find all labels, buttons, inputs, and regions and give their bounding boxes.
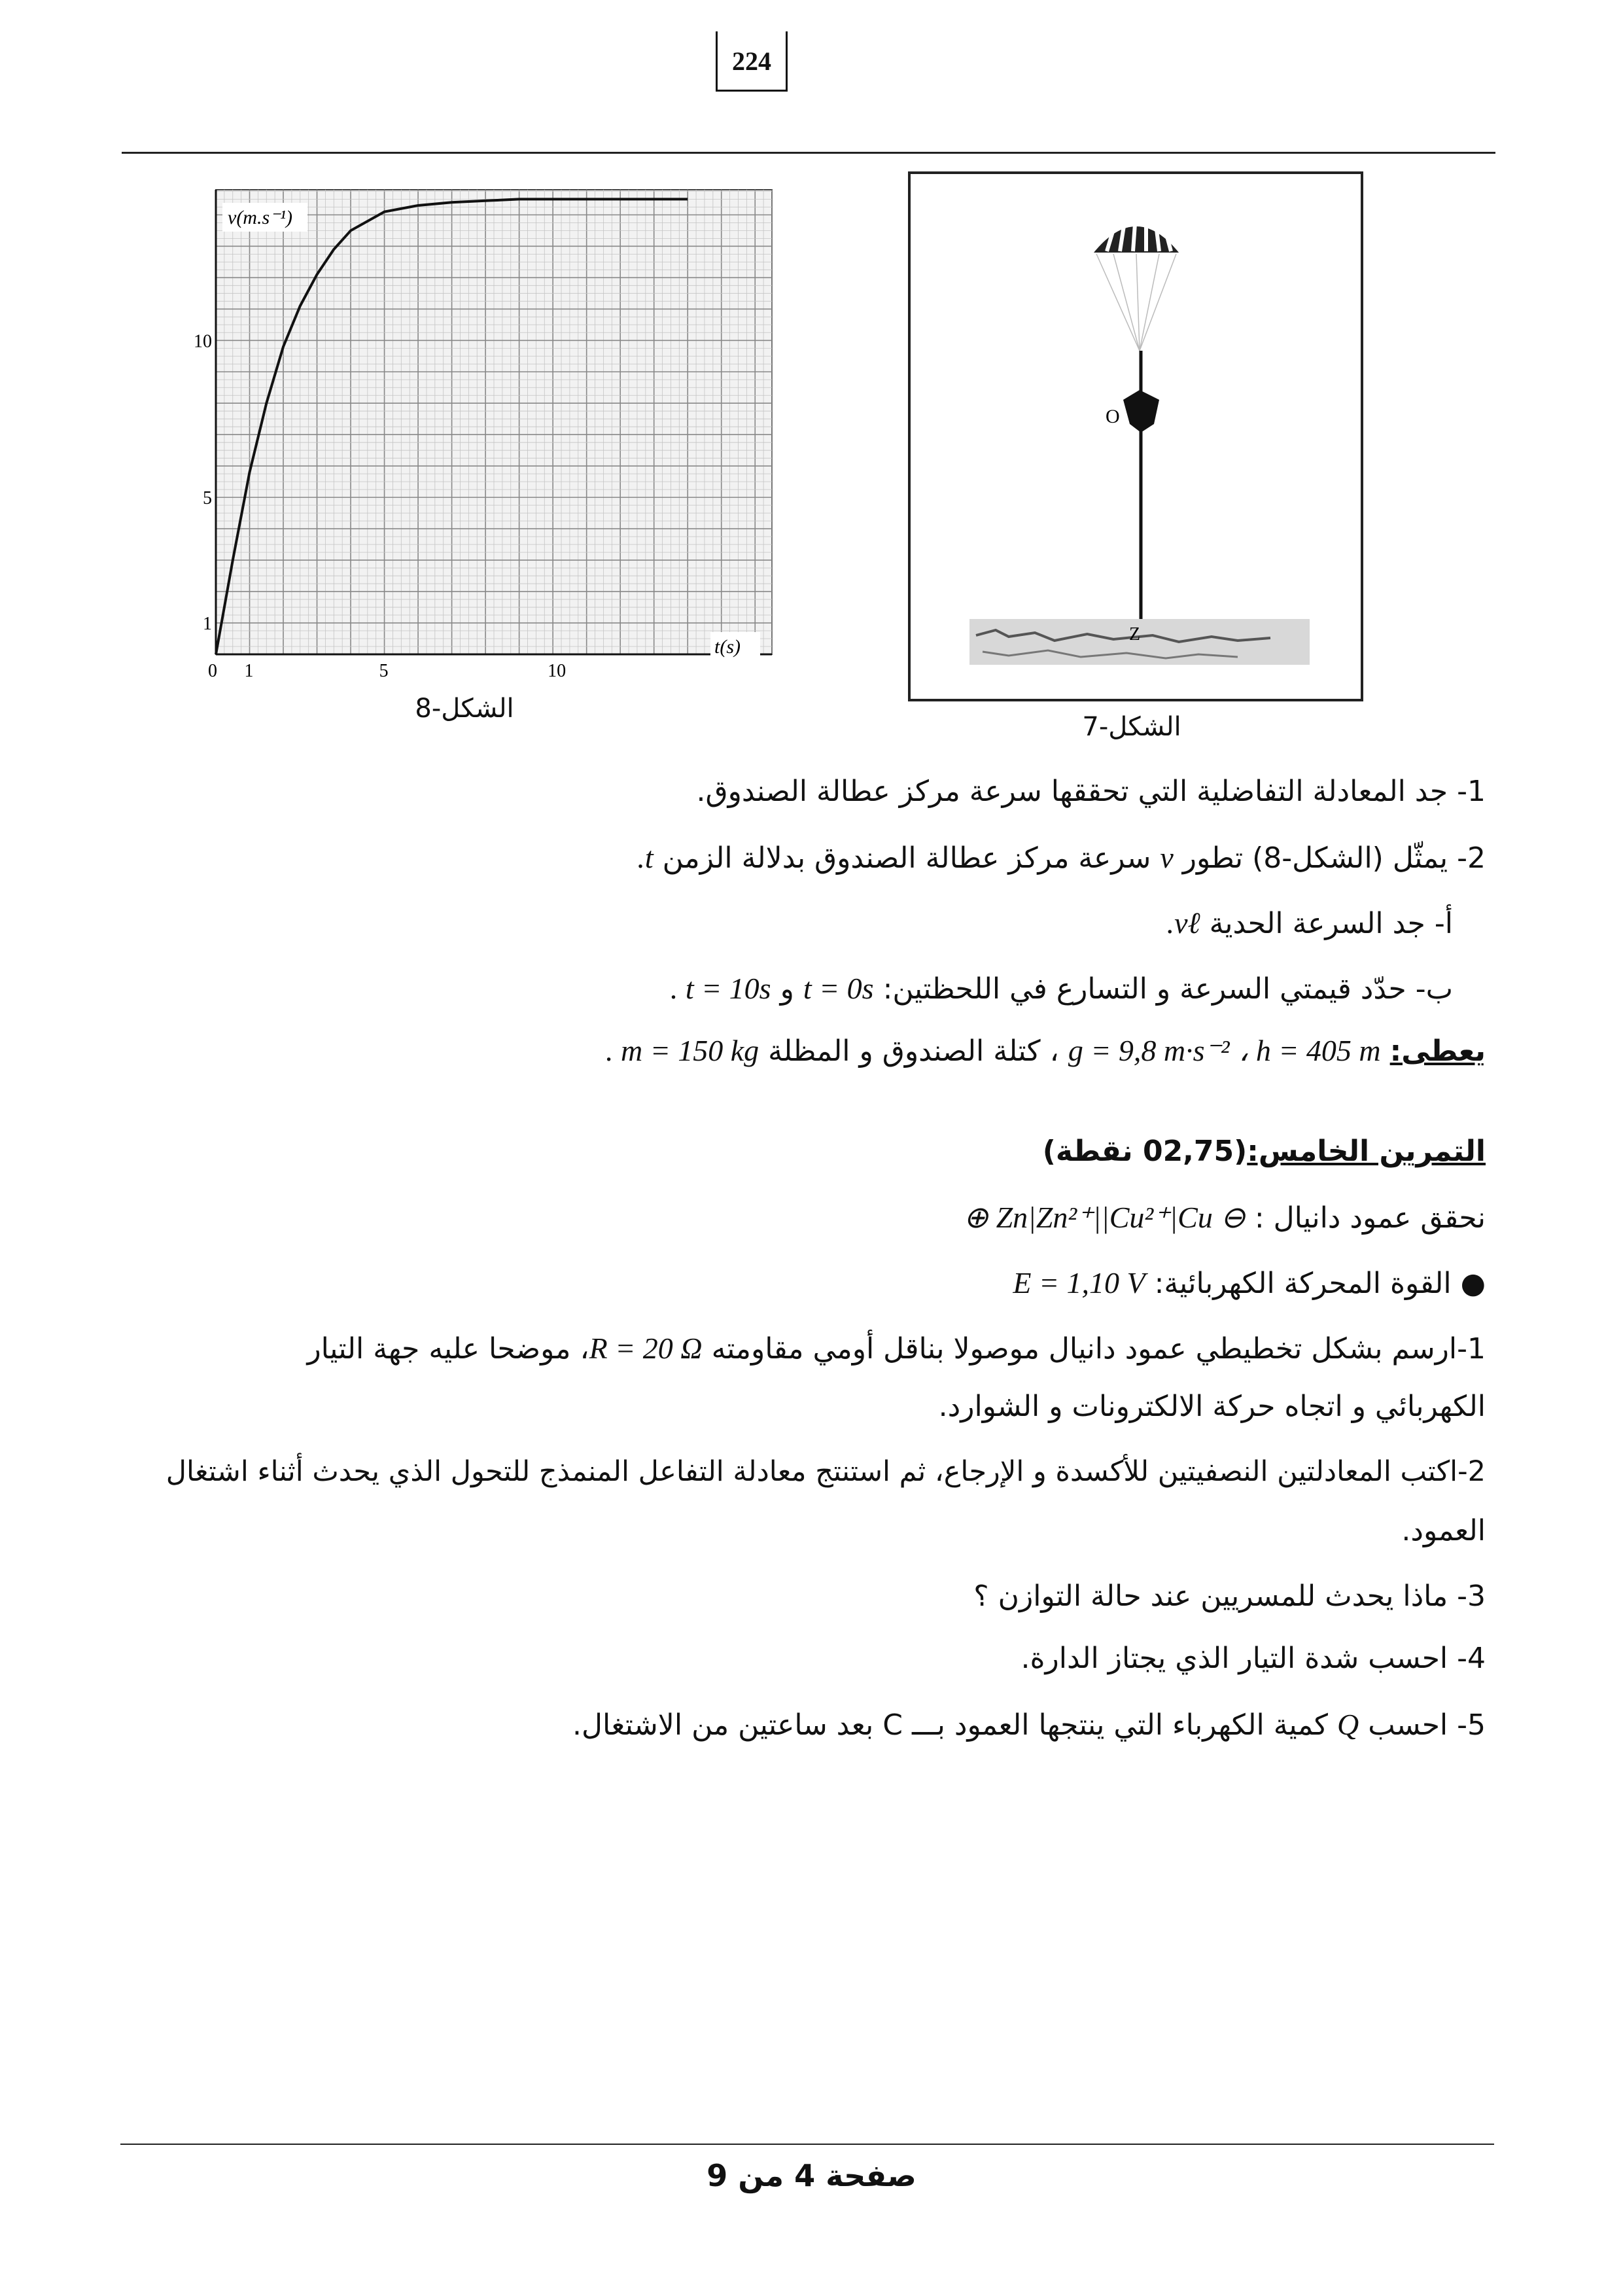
parachute-illustration bbox=[911, 174, 1361, 699]
ex5-question-4: 4- احسب شدة التيار الذي يجتاز الدارة. bbox=[1021, 1642, 1486, 1675]
ex5-q1-R: R = 20 Ω bbox=[589, 1332, 703, 1365]
ex5-q5-C: C bbox=[882, 1708, 903, 1742]
q2-text-a: يمثّل (الشكل-8) تطور bbox=[1182, 841, 1448, 875]
ex5-question-1-cont: الكهربائي و اتجاه حركة الالكترونات و الشوارد. bbox=[938, 1390, 1486, 1423]
ex5-intro bbox=[145, 1197, 1486, 1238]
qb-and: و bbox=[780, 972, 794, 1006]
x-tick-label: 1 bbox=[244, 661, 254, 681]
q2-math-t: t. bbox=[637, 841, 654, 874]
given-h: ، h = 405 m bbox=[1238, 1034, 1381, 1067]
header-divider bbox=[122, 152, 1495, 154]
emf-label: ● القوة المحركة الكهربائية: bbox=[1154, 1267, 1486, 1300]
ex4-given-data bbox=[145, 1031, 1486, 1071]
ex5-q5-b: كمية الكهرباء التي ينتجها العمود بـــ bbox=[911, 1708, 1329, 1742]
qb-number: ب- bbox=[1415, 972, 1453, 1006]
ex5-question-3: 3- ماذا يحدث للمسريين عند حالة التوازن ؟ bbox=[973, 1580, 1486, 1613]
given-text: ، كتلة الصندوق و المظلة bbox=[768, 1034, 1059, 1068]
ex5-points: (02,75 نقطة) bbox=[1042, 1135, 1248, 1168]
parachute-lines bbox=[1096, 254, 1176, 351]
footer-divider bbox=[120, 2144, 1494, 2145]
x-tick-label: 0 bbox=[208, 661, 217, 681]
ex5-emf bbox=[145, 1263, 1486, 1303]
x-tick-label: 5 bbox=[379, 661, 389, 681]
ex4-question-2b bbox=[145, 968, 1453, 1009]
given-label: يعطى: bbox=[1389, 1034, 1486, 1068]
x-axis-label-text: t(s) bbox=[714, 636, 741, 658]
ex5-question-5 bbox=[112, 1704, 1486, 1745]
ex5-question-1 bbox=[112, 1328, 1486, 1369]
fig8-velocity-chart bbox=[196, 177, 785, 700]
qa-number: أ- bbox=[1434, 907, 1453, 940]
qb-t10: t = 10s . bbox=[670, 972, 771, 1005]
ex5-intro-text: نحقق عمود دانيال : bbox=[1254, 1201, 1486, 1235]
ex5-title-text: التمرين الخامس: bbox=[1247, 1135, 1486, 1168]
cell-notation: ⊖ Zn|Zn²⁺||Cu²⁺|Cu ⊕ bbox=[963, 1201, 1246, 1234]
x-axis-label bbox=[710, 632, 760, 661]
qb-t0: t = 0s bbox=[803, 972, 874, 1005]
y-tick-label: 5 bbox=[203, 488, 212, 509]
fig7-caption: الشكل-7 bbox=[1082, 712, 1181, 742]
q2-math-v: v bbox=[1160, 841, 1174, 874]
ex5-q1-a: 1-ارسم بشكل تخطيطي عمود دانيال موصولا بناقل أومي مقاومته bbox=[711, 1332, 1486, 1366]
ex5-question-2: 2-اكتب المعادلتين النصفيتين للأكسدة و الإرجاع، ثم استنتج معادلة التفاعل المنمذج للتحول الذي يحدث أثناء اشتغال bbox=[166, 1455, 1486, 1488]
fig8-caption: الشكل-8 bbox=[415, 694, 514, 724]
ex4-question-2a bbox=[145, 903, 1453, 944]
qa-text: جد السرعة الحدية bbox=[1209, 907, 1425, 940]
ex5-q5-a: 5- احسب bbox=[1368, 1708, 1486, 1742]
q2-number: 2- bbox=[1457, 841, 1486, 875]
footer-page-label: صفحة 4 من 9 bbox=[707, 2158, 916, 2193]
label-o: O bbox=[1106, 406, 1120, 427]
emf-value: E = 1,10 V bbox=[1013, 1266, 1145, 1299]
label-z: Z bbox=[1129, 624, 1141, 645]
q2-text-b: سرعة مركز عطالة الصندوق بدلالة الزمن bbox=[662, 841, 1151, 875]
ex5-q5-c: بعد ساعتين من الاشتغال. bbox=[572, 1708, 874, 1742]
ex5-q1-b: ، موضحا عليه جهة التيار bbox=[307, 1332, 589, 1366]
q1-number: 1- bbox=[1457, 775, 1486, 808]
given-m: m = 150 kg . bbox=[605, 1034, 759, 1067]
q1-text: جد المعادلة التفاضلية التي تحققها سرعة مركز عطالة الصندوق. bbox=[696, 775, 1448, 808]
y-tick-label: 10 bbox=[194, 331, 212, 352]
ex5-question-2-cont: العمود. bbox=[1401, 1514, 1486, 1547]
ex4-question-1 bbox=[145, 772, 1486, 811]
ex5-title bbox=[145, 1132, 1486, 1171]
y-axis-label bbox=[222, 203, 307, 232]
y-axis-label-text: v(m.s⁻¹) bbox=[228, 207, 292, 228]
box-crate bbox=[1123, 390, 1159, 433]
qb-text: حدّد قيمتي السرعة و التسارع في اللحظتين: bbox=[882, 972, 1406, 1006]
fig7-frame bbox=[908, 171, 1363, 701]
parachute-canopy bbox=[1094, 215, 1179, 253]
x-tick-label: 10 bbox=[548, 661, 567, 681]
ex5-q5-Q: Q bbox=[1337, 1708, 1359, 1741]
y-tick-label: 1 bbox=[203, 614, 212, 635]
ex4-question-2 bbox=[145, 838, 1486, 878]
page-number: 224 bbox=[716, 31, 788, 92]
given-g: g = 9,8 m·s⁻² bbox=[1068, 1034, 1230, 1067]
chart-grid bbox=[216, 190, 772, 654]
qa-math: vℓ. bbox=[1166, 906, 1200, 940]
